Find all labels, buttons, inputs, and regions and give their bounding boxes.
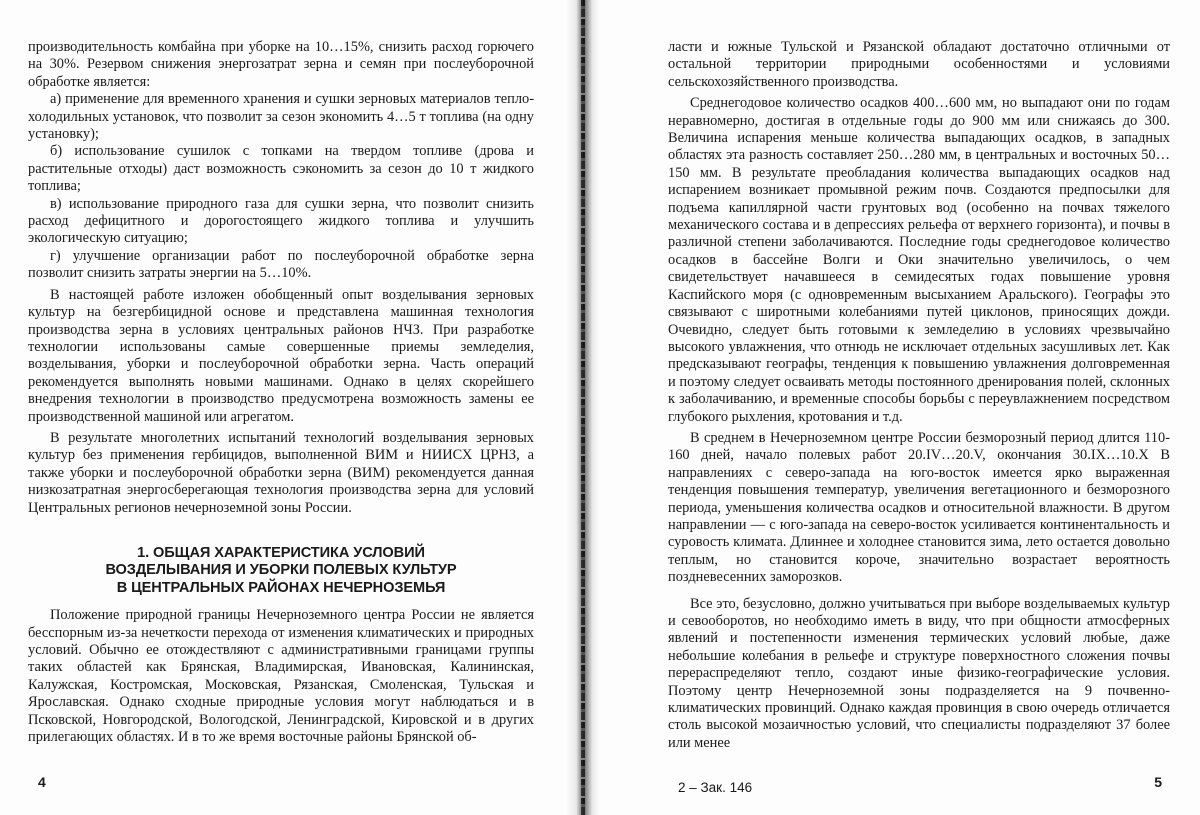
- paragraph: В настоящей работе изложен обобщенный опыт возделывания зерновых культур на безгербицидной основе и представлена машинная технология производства зерна в условиях центральных районов НЧЗ. При разработке технологии использованы самые совершенные приемы земледелия, возделывания, уборки и послеуборочной обработки зерна. Часть операций рекомендуется выполнять новыми машинами. Однако в целях скорейшего внедрения технологии в производство предусмотрена возможность замены ее производственной машиной или агрегатом.: [28, 286, 534, 425]
- heading-line: 1. ОБЩАЯ ХАРАКТЕРИСТИКА УСЛОВИЙ: [137, 544, 425, 561]
- paragraph: г) улучшение организации работ по послеуборочной обработке зерна позволит снизить затраты энергии на 5…10%.: [28, 247, 534, 282]
- paragraph: ласти и южные Тульской и Рязанской обладают достаточно отличными от остальной территории природными особенностями и условиями сельскохозяйственного производства.: [668, 39, 1170, 90]
- paragraph: Среднегодовое количество осадков 400…600 мм, но выпадают они по годам неравномерно, достигая в отдельные годы до 900 мм или снижаясь до 300. Величина испарения меньше количества выпадающих осадков, в западных областях эта разность составляет 250…280 мм, в центральных и восточных 50…150 мм. В результате преобладания количества выпадающих осадков над испарением возникает промывной режим почв. Создаются предпосылки для подъема капиллярной части грунтовых вод (особенно на почвах тяжелого механического состава и в депрессиях рельефа от верхнего горизонта), и почвы в различной степени заболачиваются. Последние годы среднегодовое количество осадков в бассейне Волги и Оки значительно увеличилось, о чем свидетельствует начавшееся в семидесятых годах повышение уровня Каспийского моря (с одновременным высыханием Аральского). Географы это связывают с широтными колебаниями путей циклонов, приносящих дожди. Очевидно, следует быть готовыми к земледелию в условиях чрезвычайно высокого увлажнения, что отнюдь не исключает отдельных засушливых лет. Как предсказывают географы, тенденция к повышению увлажнения долговременная и поэтому следует осваивать методы постоянного дренирования полей, склонных к заболачиванию, и временные способы борьбы с переувлажнением посредством глубокого рыхления, кротования и т.д.: [668, 95, 1170, 425]
- left-page: [0, 0, 594, 815]
- printing-signature: 2 – Зак. 146: [678, 780, 753, 795]
- book-gutter: [566, 0, 600, 815]
- section-heading: [28, 545, 534, 597]
- right-page: [606, 0, 1200, 815]
- paragraph: В среднем в Нечерноземном центре России безморозный период длится 110-160 дней, начало полевых работ 20.IV…20.V, окончания 30.IX…10.X В направлениях с северо-запада на юго-восток имеется ярко выраженная тенденция повышения температур, увеличения вегетационного и безморозного периода, уменьшения количества осадков и относительной влажности. В другом направлении — с юго-запада на северо-восток усиливается континентальность и суровость климата. Длиннее и холоднее становится зима, лето остается довольно теплым, но становится короче, значительно возрастает вероятность поздневесенних заморозков.: [668, 429, 1170, 586]
- paragraph: в) использование природного газа для сушки зерна, что позволит снизить расход дефицитного и дорогостоящего жидкого топлива и улучшить экологическую ситуацию;: [28, 195, 534, 247]
- paragraph: Все это, безусловно, должно учитываться при выборе возделываемых культур и севооборотов, но необходимо иметь в виду, что при общности атмосферных явлений и постепенности изменения термических условий любые, даже небольшие колебания в рельефе и структуре поверхностного сложения почвы перераспределяют тепло, создают иные физико-географические условия. Поэтому центр Нечерноземной зоны подразделяется на 9 почвенно-климатических провинций. Однако каждая провинция в свою очередь отличается столь высокой мозаичностью условий, что специалисты подразделяют 37 более или менее: [668, 595, 1170, 751]
- page-number: 5: [1154, 774, 1162, 790]
- heading-line: ВОЗДЕЛЫВАНИЯ И УБОРКИ ПОЛЕВЫХ КУЛЬТУР: [105, 562, 457, 579]
- paragraph: б) использование сушилок с топками на твердом топливе (дрова и растительные отходы) даст возможность сэкономить за сезон до 10 т жидкого топлива;: [28, 143, 534, 195]
- page-number: 4: [38, 774, 46, 790]
- paragraph: производительность комбайна при уборке на 10…15%, снизить расход горючего на 30%. Резервом снижения энергозатрат зерна и семян при послеуборочной обработке является:: [28, 39, 534, 90]
- paragraph: Положение природной границы Нечерноземного центра России не является бесспорным из-за нечеткости перехода от изменения климатических и природных условий. Обычно ее отождествляют с административными границами группы таких областей как Брянская, Владимирская, Ивановская, Калининская, Калужская, Костромская, Московская, Рязанская, Смоленская, Тульская и Ярославская. Однако сходные природные условия могут наблюдаться и в Псковской, Новгородской, Вологодской, Ленинградской, Кировской и в других прилегающих областях. И в то же время восточные районы Брянской об-: [28, 607, 534, 746]
- paragraph: а) применение для временного хранения и сушки зерновых материалов тепло-холодильных установок, что позволит за сезон экономить 4…5 т топлива (на одну установку);: [28, 91, 534, 143]
- paragraph: В результате многолетних испытаний технологий возделывания зерновых культур без применения гербицидов, выполненной ВИМ и НИИСХ ЦРНЗ, а также уборки и послеуборочной обработки зерна (ВИМ) рекомендуется данная низкозатратная энергосберегающая технология производства зерна для условий Центральных регионов нечерноземной зоны России.: [28, 429, 534, 516]
- heading-line: В ЦЕНТРАЛЬНЫХ РАЙОНАХ НЕЧЕРНОЗЕМЬЯ: [116, 579, 446, 596]
